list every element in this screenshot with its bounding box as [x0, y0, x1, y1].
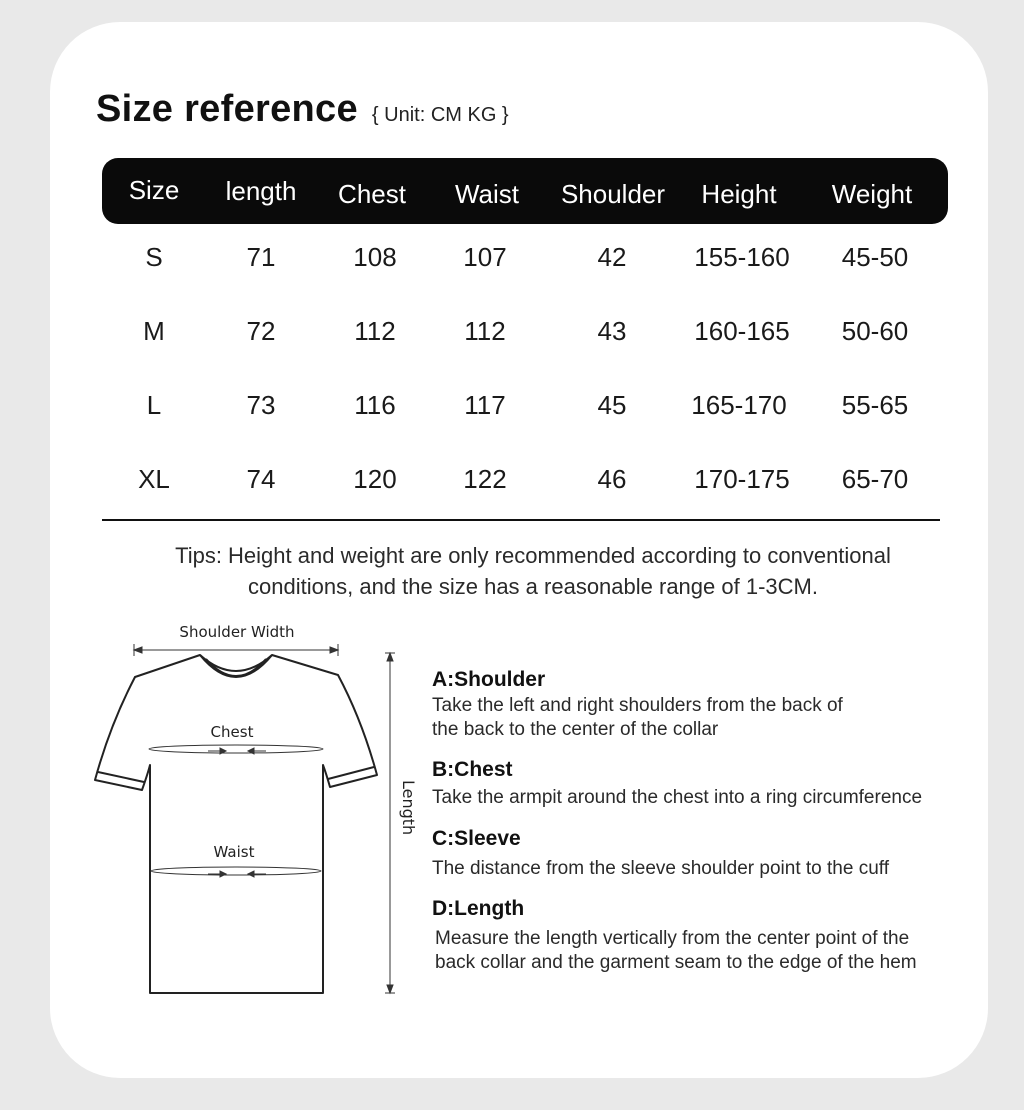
cell-chest: 108	[353, 242, 397, 272]
tips-line-1: Tips: Height and weight are only recommended according to conventional	[175, 543, 891, 568]
header-size: Size	[128, 175, 180, 205]
length-arrow	[385, 653, 395, 993]
measure-text	[432, 786, 922, 810]
cell-size: M	[143, 316, 165, 346]
cell-length: 72	[246, 316, 276, 346]
waist-measure-arrow	[151, 867, 321, 877]
measure-sleeve	[432, 827, 889, 881]
measure-text	[432, 694, 843, 742]
cell-chest: 120	[353, 464, 397, 494]
measure-line: the back to the center of the collar	[432, 719, 719, 740]
unit-label: { Unit: CM KG }	[371, 104, 509, 126]
cell-height: 155-160	[694, 242, 790, 272]
header-weight: Weight	[831, 179, 913, 209]
cell-length: 74	[246, 464, 276, 494]
length-label: Length	[399, 780, 418, 836]
shoulder-width-label: Shoulder Width	[179, 623, 295, 641]
measure-chest	[432, 758, 922, 810]
cell-weight: 45-50	[841, 242, 909, 272]
cell-chest: 116	[354, 390, 396, 420]
cell-weight: 50-60	[841, 316, 909, 346]
measure-heading: C:Sleeve	[432, 827, 521, 850]
cell-weight: 65-70	[841, 464, 909, 494]
measure-text	[435, 927, 917, 975]
cell-waist: 117	[464, 390, 506, 420]
cell-size: L	[146, 390, 162, 420]
measure-text	[432, 857, 889, 881]
measure-shoulder	[432, 668, 843, 742]
table-header	[102, 158, 948, 224]
tips-text	[102, 540, 964, 602]
measure-length	[432, 897, 917, 975]
title-row	[96, 88, 509, 131]
chest-measure-arrow	[149, 745, 323, 754]
cell-chest: 112	[354, 316, 396, 346]
measure-line: Take the armpit around the chest into a ring circumference	[432, 787, 923, 808]
measure-heading: D:Length	[432, 897, 525, 920]
chest-label: Chest	[210, 723, 254, 741]
cell-shoulder: 42	[597, 242, 627, 272]
header-chest: Chest	[338, 179, 406, 209]
page-title: Size reference	[96, 88, 358, 130]
measure-line: back collar and the garment seam to the edge of the hem	[435, 952, 917, 973]
cell-length: 71	[246, 242, 276, 272]
header-length: length	[225, 176, 297, 206]
measure-heading: B:Chest	[432, 758, 513, 781]
tips-line-2: conditions, and the size has a reasonable range of 1-3CM.	[248, 574, 818, 599]
tshirt-outline-icon	[95, 655, 377, 993]
header-waist: Waist	[454, 179, 520, 209]
shoulder-width-arrow	[134, 644, 338, 656]
measure-line: Take the left and right shoulders from the back of	[432, 695, 843, 716]
cell-shoulder: 46	[597, 464, 627, 494]
header-shoulder: Shoulder	[560, 179, 666, 209]
measure-line: The distance from the sleeve shoulder point to the cuff	[432, 858, 889, 879]
table-divider	[102, 519, 940, 521]
cell-length: 73	[246, 390, 276, 420]
cell-shoulder: 45	[597, 390, 627, 420]
measure-line: Measure the length vertically from the center point of the	[435, 928, 910, 949]
cell-waist: 107	[463, 242, 507, 272]
cell-height: 170-175	[694, 464, 790, 494]
cell-height: 165-170	[691, 390, 787, 420]
measure-heading: A:Shoulder	[432, 668, 546, 691]
cell-weight: 55-65	[841, 390, 909, 420]
waist-label: Waist	[213, 843, 255, 861]
header-height: Height	[701, 179, 777, 209]
cell-size: S	[145, 242, 163, 272]
cell-shoulder: 43	[597, 316, 627, 346]
cell-size: XL	[138, 464, 170, 494]
cell-waist: 112	[464, 316, 506, 346]
cell-height: 160-165	[694, 316, 790, 346]
cell-waist: 122	[463, 464, 507, 494]
tshirt-diagram	[90, 615, 430, 1005]
